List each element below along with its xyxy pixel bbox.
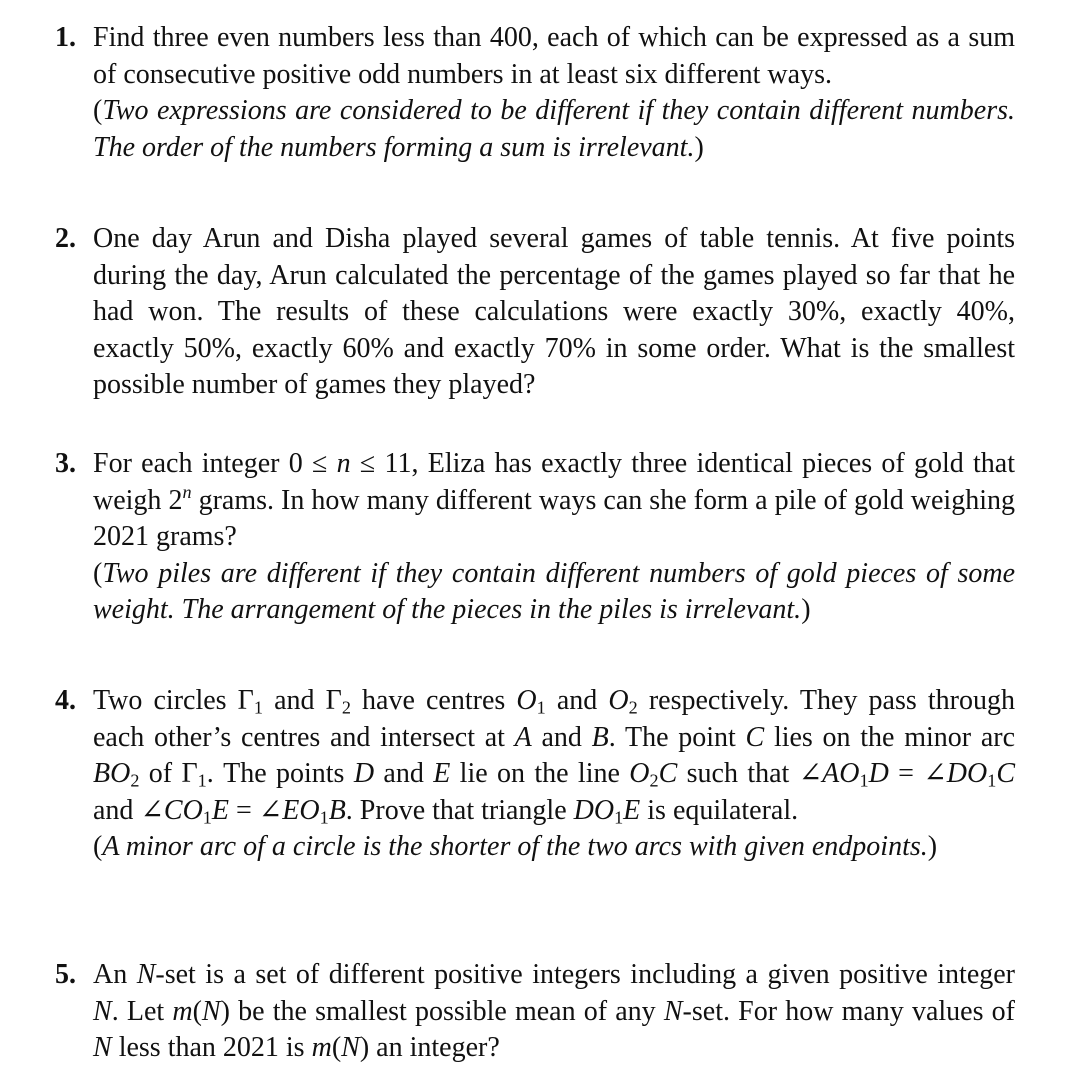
- problem-text: For each integer 0 ≤ n ≤ 11, Eliza has exactly three identical pieces of gold that weigh 2$^n$ grams. In how many different ways can she form a pile of gold weighing 2021 grams?: [93, 448, 1015, 552]
- problem-number: 4.: [55, 685, 76, 716]
- problem-3: [55, 446, 1015, 629]
- problem-text: Two circles $\Gamma_1$ and $\Gamma_2$ have centres $O_1$ and $O_2$ respectively. They pass through each other’s centres and intersect at A and B. The point C lies on the minor arc $BO_2$ of $\Gamma_1$. The points D and E lie on the line $O_2C$ such that $\angle AO_1D$ = $\angle DO_1C$ and $\angle CO_1E$ = $\angle EO_1B$. Prove that triangle $DO_1E$ is equilateral.: [93, 685, 1016, 828]
- problem-note: (A minor arc of a circle is the shorter of the two arcs with given endpoints.): [93, 831, 938, 862]
- problem-4: [55, 683, 1015, 866]
- problem-note: (Two expressions are considered to be different if they contain different numbers. The order of the numbers forming a sum is irrelevant.): [93, 95, 1015, 163]
- problem-text: Find three even numbers less than 400, each of which can be expressed as a sum of consecutive positive odd numbers in at least six different ways.: [93, 22, 1015, 90]
- problem-note: (Two piles are different if they contain different numbers of gold pieces of some weight. The arrangement of the pieces in the piles is irrelevant.): [93, 557, 1015, 625]
- problem-number: 3.: [55, 448, 76, 479]
- problem-1: [55, 20, 1015, 166]
- problem-number: 5.: [55, 959, 76, 990]
- problem-text: One day Arun and Disha played several games of table tennis. At five points during the day, Arun calculated the percentage of the games played so far that he had won. The results of these calculations were exactly 30%, exactly 40%, exactly 50%, exactly 60% and exactly 70% in some order. What is the smallest possible number of games they played?: [93, 223, 1015, 400]
- problem-number: 2.: [55, 223, 76, 254]
- problem-text: An N-set is a set of different positive integers including a given positive integer N. Let m(N) be the smallest possible mean of any N-set. For how many values of N less than 2021 is m(N) an integer?: [93, 959, 1016, 1063]
- problem-2: [55, 221, 1015, 404]
- problem-number: 1.: [55, 22, 76, 53]
- problem-5: [55, 957, 1015, 1067]
